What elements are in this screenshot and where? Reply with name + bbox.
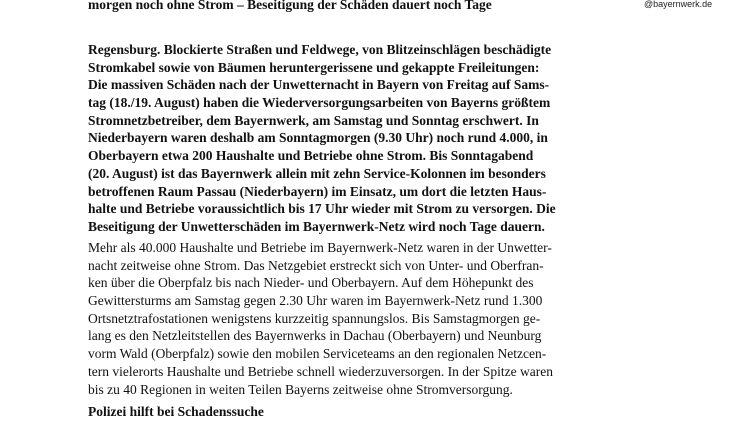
lead-line: Beseitigung der Unwetterschäden im Bayernwerk-Netz wird noch Tage dauern. bbox=[88, 218, 545, 234]
lead-line: halte und Betriebe voraussichtlich bis 17 Uhr wieder mit Strom zu versorgen. Die bbox=[88, 201, 556, 217]
body-line: Ortsnetztrafostationen wenigstens kurzzeitig spannungslos. Bis Samstagmorgen ge- bbox=[88, 310, 541, 326]
lead-line: Niederbayern waren deshalb am Sonntagmorgen (9.30 Uhr) noch rund 4.000, in bbox=[88, 130, 548, 146]
lead-line: tag (18./19. August) haben die Wiederversorgungsarbeiten von Bayerns größtem bbox=[88, 95, 551, 111]
lead-line: (20. August) ist das Bayernwerk allein mit zehn Service-Kolonnen im besonders bbox=[88, 165, 546, 181]
body-paragraph bbox=[88, 239, 553, 398]
lead-line: Stromkabel sowie von Bäumen heruntergerissene und gekappte Freileitungen: bbox=[88, 59, 540, 75]
lead-line: Die massiven Schäden nach der Unwetternacht in Bayern von Freitag auf Sams- bbox=[88, 77, 550, 93]
body-line: ken über die Oberpfalz bis nach Nieder- und Oberbayern. Auf dem Höhepunkt des bbox=[88, 275, 534, 291]
body-line: tern vielerorts Haushalte und Betriebe schnell wiederzuversorgen. In der Spitze waren bbox=[88, 363, 553, 379]
lead-line: betroffenen Raum Passau (Niederbayern) im Einsatz, um dort die letzten Haus- bbox=[88, 183, 547, 199]
lead-line: Regensburg. Blockierte Straßen und Feldwege, von Blitzeinschlägen beschädigte bbox=[88, 42, 552, 57]
headline: morgen noch ohne Strom – Beseitigung der Schäden dauert noch Tage bbox=[88, 0, 492, 12]
lead-paragraph bbox=[88, 41, 556, 236]
body-line: Gewittersturms am Samstag gegen 2.30 Uhr waren im Bayernwerk-Netz rund 1.300 bbox=[88, 293, 543, 309]
body-line: Mehr als 40.000 Haushalte und Betriebe im Bayernwerk-Netz waren in der Unwetter- bbox=[88, 240, 552, 255]
source-label: @bayernwerk.de bbox=[644, 0, 713, 9]
body-line: vorm Wald (Oberpfalz) sowie den mobilen Serviceteams an den regionalen Netzcen- bbox=[88, 346, 547, 362]
body-line: nacht zeitweise ohne Strom. Das Netzgebiet erstreckt sich von Unter- und Oberfran- bbox=[88, 257, 544, 273]
body-line: lang es den Netzleitstellen des Bayernwerks in Dachau (Oberbayern) und Neunburg bbox=[88, 328, 542, 344]
lead-line: Stromnetzbetreiber, dem Bayernwerk, am Samstag und Sonntag erschwert. In bbox=[88, 112, 539, 128]
body-line: bis zu 40 Regionen in weiten Teilen Bayerns zeitweise ohne Stromversorgung. bbox=[88, 381, 513, 397]
lead-line: Oberbayern etwa 200 Haushalte und Betriebe ohne Strom. Bis Sonntagabend bbox=[88, 148, 534, 164]
section-subheading: Polizei hilft bei Schadenssuche bbox=[88, 404, 264, 419]
